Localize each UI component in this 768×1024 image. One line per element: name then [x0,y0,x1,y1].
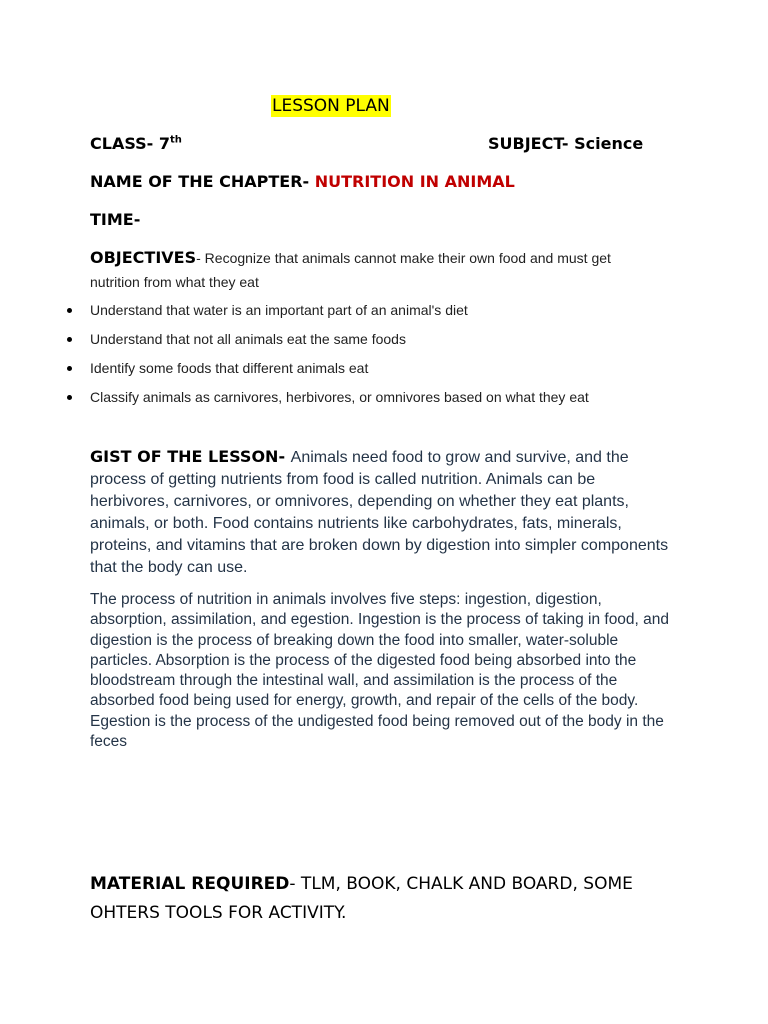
objective-text: Understand that water is an important part of an animal's diet [90,302,468,318]
lesson-plan-title: LESSON PLAN [272,96,390,116]
list-item [62,300,702,329]
chapter-value: NUTRITION IN ANIMAL [314,172,515,191]
objective-text: Identify some foods that different animals eat [90,360,369,376]
class-label [90,134,182,153]
gist-label: GIST OF THE LESSON- [90,447,291,466]
objectives-label: OBJECTIVES [90,248,197,267]
bullet-icon [67,308,72,313]
list-item [62,387,702,416]
material-text: - TLM, BOOK, CHALK AND BOARD, SOME OHTERS TOOLS FOR ACTIVITY. [90,874,633,923]
time-label: TIME- [90,210,141,229]
material-section [90,870,650,928]
gist-text: Animals need food to grow and survive, and the process of getting nutrients from food is called nutrition. Animals can be herbivores, carnivores, or omnivores, depending on whether they eat plants, animals, or both. Food contains nutrients like carbohydrates, fats, minerals, proteins, and vitamins that are broken down by digestion into simpler components that the body can use. [90,449,669,576]
material-label: MATERIAL REQUIRED [90,874,290,894]
objectives-text: - Recognize that animals cannot make their own food and must get nutrition from what they eat [90,250,611,290]
bullet-icon [67,395,72,400]
bullet-icon [67,366,72,371]
list-item [62,329,702,358]
subject-label: SUBJECT- Science [488,134,644,153]
class-text: CLASS- 7 [90,134,170,153]
class-superscript: th [170,134,182,146]
bullet-icon [67,337,72,342]
objectives-list [62,300,702,416]
objectives-section [90,246,650,294]
objective-text: Understand that not all animals eat the same foods [90,331,406,347]
gist-section [90,446,670,579]
chapter-label: NAME OF THE CHAPTER- [90,172,315,191]
objective-text: Classify animals as carnivores, herbivores, or omnivores based on what they eat [90,389,589,405]
list-item [62,358,702,387]
gist-paragraph-2: The process of nutrition in animals involves five steps: ingestion, digestion, absorption, assimilation, and egestion. Ingestion is the process of taking in food, and digestion is the process of breaking down the food into smaller, water-soluble particles. Absorption is the process of the digested food being absorbed into the bloodstream through the intestinal wall, and assimilation is the process of the absorbed food being used for energy, growth, and repair of the cells of the body. Egestion is the process of the undigested food being removed out of the body in the feces [90,591,670,751]
chapter-name [90,172,515,191]
